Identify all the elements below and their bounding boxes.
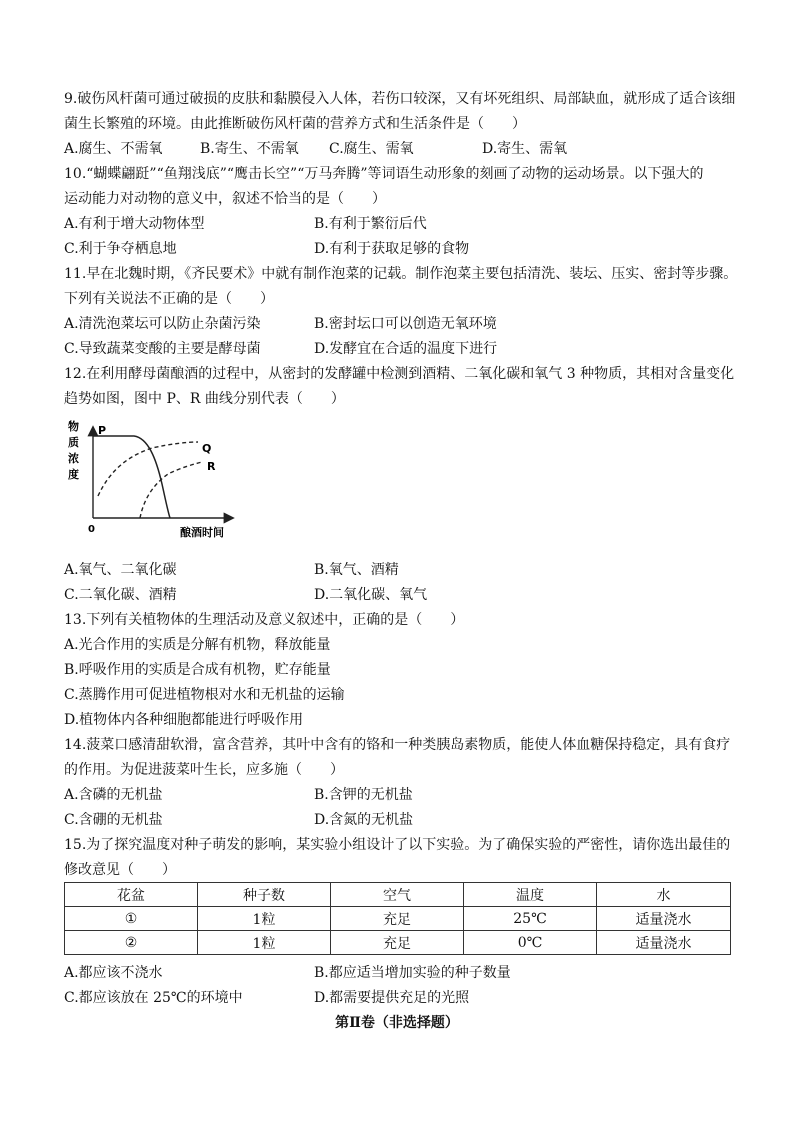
q9-option-a: A.腐生、不需氧: [64, 141, 163, 157]
q15-stem-line1: 15.为了探究温度对种子萌发的影响，某实验小组设计了以下实验。为了确保实验的严密性，请你选出最佳的: [64, 837, 731, 853]
q11-stem-line2: 下列有关说法不正确的是（ ）: [64, 291, 274, 307]
table-header-cell: 空气: [331, 883, 464, 907]
q11-stem-line1: 11.早在北魏时期，《齐民要术》中就有制作泡菜的记载。制作泡菜主要包括清洗、装坛、压实、密封等步骤。: [64, 266, 738, 282]
q13-option-d: D.植物体内各种细胞都能进行呼吸作用: [64, 712, 304, 728]
q12-curve-q: [98, 442, 198, 496]
q10-option-b: B.有利于繁衍后代: [314, 216, 427, 232]
q12-label-p: P: [98, 424, 107, 437]
q12-ylabel-char1: 物: [68, 420, 79, 433]
table-row: [65, 907, 731, 931]
table-cell: 1粒: [198, 931, 331, 955]
q12-curve-r: [140, 462, 202, 518]
q12-graph-svg: [62, 418, 267, 550]
table-cell: 充足: [331, 907, 464, 931]
q15-experiment-table: [64, 882, 731, 955]
table-header-cell: 水: [597, 883, 731, 907]
q14-option-c: C.含硼的无机盐: [64, 812, 163, 828]
q14-option-b: B.含钾的无机盐: [314, 787, 413, 803]
q12-xlabel: 酿酒时间: [180, 526, 224, 539]
table-cell: 25℃: [464, 907, 597, 931]
q10-option-a: A.有利于增大动物体型: [64, 216, 205, 232]
q12-label-q: Q: [202, 442, 212, 455]
q10-option-c: C.利于争夺栖息地: [64, 241, 177, 257]
table-cell: 适量浇水: [597, 907, 731, 931]
q14-option-a: A.含磷的无机盐: [64, 787, 163, 803]
q14-option-d: D.含氮的无机盐: [314, 812, 414, 828]
table-cell: 充足: [331, 931, 464, 955]
q9-option-b: B.寄生、不需氧: [200, 141, 299, 157]
q14-stem-line2: 的作用。为促进菠菜叶生长，应多施（ ）: [64, 762, 344, 778]
table-header-cell: 温度: [464, 883, 597, 907]
q12-concentration-graph: [62, 418, 267, 550]
q12-label-r: R: [207, 460, 216, 473]
section-title: 第Ⅱ卷（非选择题）: [335, 1015, 459, 1031]
q12-stem-line1: 12.在利用酵母菌酿酒的过程中，从密封的发酵罐中检测到酒精、二氧化碳和氧气 3 种物质，其相对含量变化: [64, 366, 735, 382]
q9-option-c: C.腐生、需氧: [329, 141, 414, 157]
q9-stem-line1: 9.破伤风杆菌可通过破损的皮肤和黏膜侵入人体，若伤口较深，又有坏死组织、局部缺血，就形成了适合该细: [64, 91, 736, 107]
table-cell: 1粒: [198, 907, 331, 931]
q12-stem-line2: 趋势如图，图中 P、R 曲线分别代表（ ）: [64, 391, 345, 407]
q15-option-b: B.都应适当增加实验的种子数量: [314, 965, 511, 981]
q12-option-a: A.氧气、二氧化碳: [64, 562, 177, 578]
table-cell: 适量浇水: [597, 931, 731, 955]
q12-ylabel-char3: 浓: [68, 452, 79, 465]
table-header-row: [65, 883, 731, 907]
q15-stem-line2: 修改意见（ ）: [64, 862, 176, 878]
q11-option-d: D.发酵宜在合适的温度下进行: [314, 341, 498, 357]
q10-stem-line2: 运动能力对动物的意义中，叙述不恰当的是（ ）: [64, 191, 386, 207]
q10-option-d: D.有利于获取足够的食物: [314, 241, 470, 257]
table-row: [65, 931, 731, 955]
q12-option-b: B.氧气、酒精: [314, 562, 399, 578]
q11-option-a: A.清洗泡菜坛可以防止杂菌污染: [64, 316, 261, 332]
q14-stem-line1: 14.菠菜口感清甜软滑，富含营养，其叶中含有的铬和一种类胰岛素物质，能使人体血糖保持稳定，具有食疗: [64, 737, 731, 753]
q9-option-d: D.寄生、需氧: [482, 141, 568, 157]
table-cell: ②: [65, 931, 198, 955]
q10-stem-line1: 10.“蝴蝶翩跹”“鱼翔浅底”“鹰击长空”“万马奔腾”等词语生动形象的刻画了动物的运动场景。以下强大的: [64, 166, 704, 182]
table-header-cell: 种子数: [198, 883, 331, 907]
q12-origin-label: 0: [88, 524, 95, 535]
q12-ylabel-char4: 度: [68, 468, 79, 481]
q12-curve-p: [93, 436, 170, 518]
q13-option-c: C.蒸腾作用可促进植物根对水和无机盐的运输: [64, 687, 345, 703]
table-cell: ①: [65, 907, 198, 931]
table-cell: 0℃: [464, 931, 597, 955]
q12-option-d: D.二氧化碳、氧气: [314, 587, 428, 603]
table-header-cell: 花盆: [65, 883, 198, 907]
q13-option-b: B.呼吸作用的实质是合成有机物，贮存能量: [64, 662, 331, 678]
q12-option-c: C.二氧化碳、酒精: [64, 587, 177, 603]
q11-option-c: C.导致蔬菜变酸的主要是酵母菌: [64, 341, 261, 357]
q13-option-a: A.光合作用的实质是分解有机物，释放能量: [64, 637, 331, 653]
q9-stem-line2: 菌生长繁殖的环境。由此推断破伤风杆菌的营养方式和生活条件是（ ）: [64, 116, 526, 132]
q13-stem: 13.下列有关植物体的生理活动及意义叙述中，正确的是（ ）: [64, 612, 465, 628]
q15-option-a: A.都应该不浇水: [64, 965, 163, 981]
q15-option-c: C.都应该放在 25℃的环境中: [64, 990, 243, 1006]
q12-ylabel-char2: 质: [68, 436, 79, 449]
q11-option-b: B.密封坛口可以创造无氧环境: [314, 316, 497, 332]
q15-option-d: D.都需要提供充足的光照: [314, 990, 470, 1006]
